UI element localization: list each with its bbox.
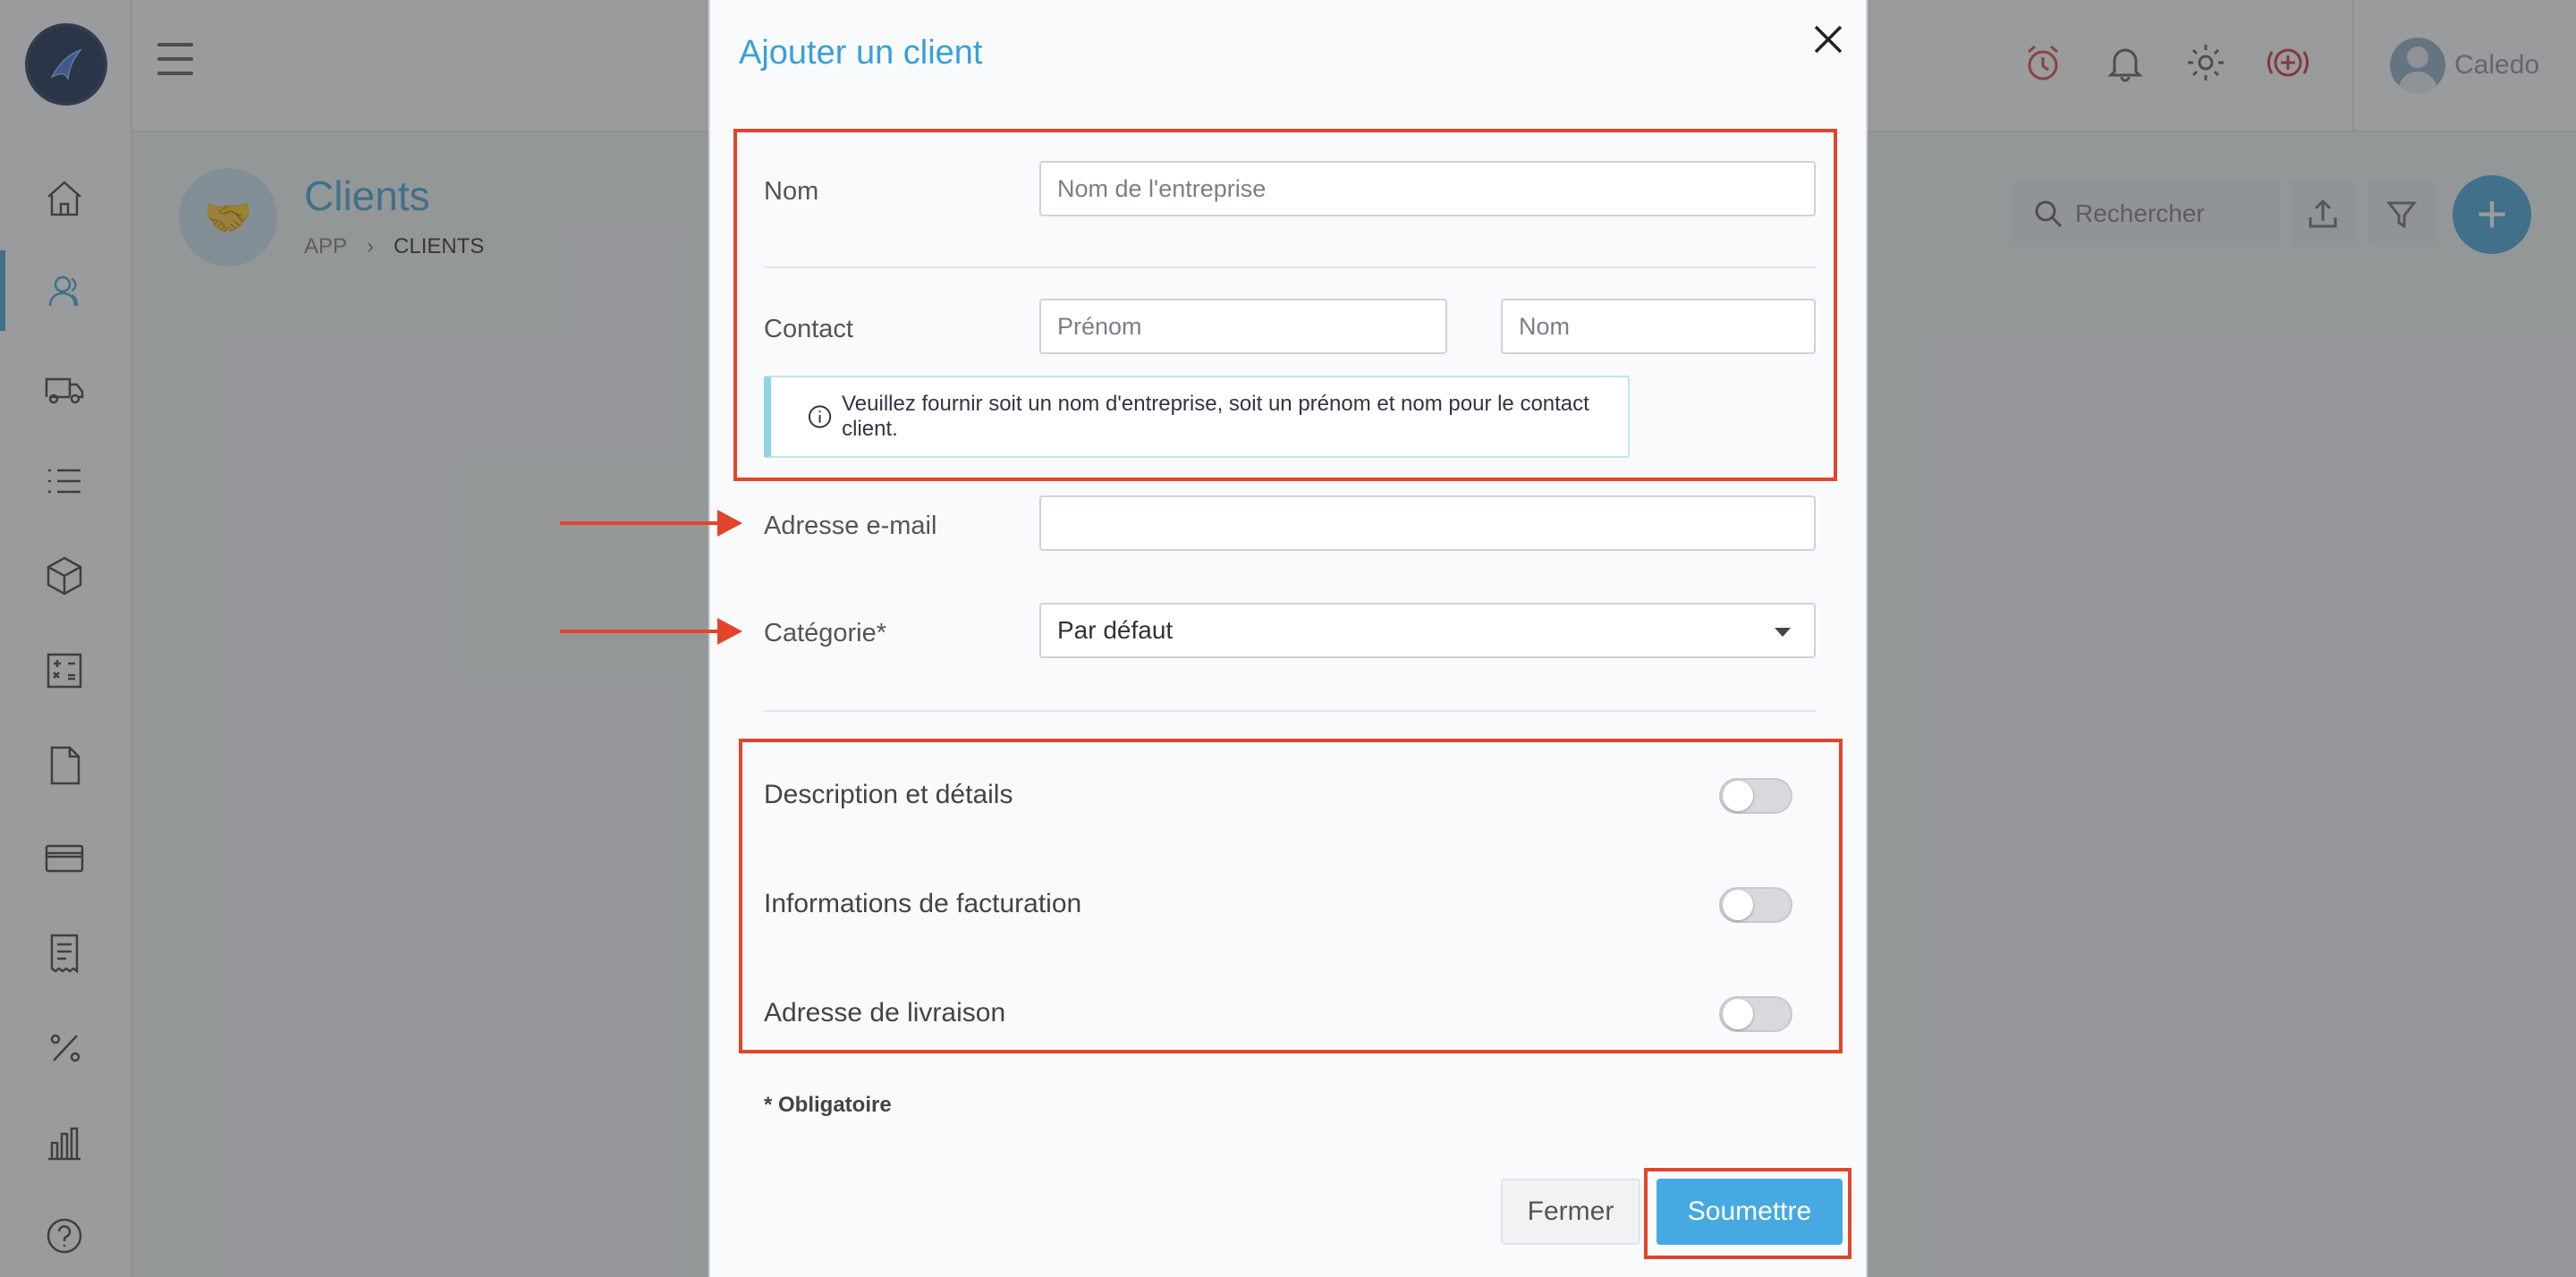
email-label: Adresse e-mail xyxy=(764,512,937,540)
lastname-placeholder: Nom xyxy=(1519,312,1571,340)
required-note: * Obligatoire xyxy=(764,1093,892,1117)
close-icon[interactable] xyxy=(1809,20,1848,59)
contact-label: Contact xyxy=(764,315,853,343)
category-value: Par défaut xyxy=(1057,616,1174,644)
annotation-highlight-toggles xyxy=(739,739,1843,1053)
firstname-placeholder: Prénom xyxy=(1057,312,1142,340)
annotation-highlight-name-contact xyxy=(733,129,1837,481)
shipping-toggle-label: Adresse de livraison xyxy=(764,998,1006,1028)
category-select[interactable] xyxy=(1039,603,1816,658)
annotation-arrow-category xyxy=(560,630,739,633)
email-input[interactable] xyxy=(1039,495,1816,551)
name-label: Nom xyxy=(764,177,819,206)
info-text: Veuillez fournir soit un nom d'entreprise, soit un prénom et nom pour le contact client. xyxy=(842,392,1589,441)
close-button[interactable]: Fermer xyxy=(1501,1179,1640,1245)
description-toggle-label: Description et détails xyxy=(764,780,1013,809)
chevron-down-icon xyxy=(1775,628,1791,637)
divider xyxy=(764,710,1816,712)
annotation-highlight-submit xyxy=(1644,1168,1852,1259)
category-label: Catégorie* xyxy=(764,619,887,647)
billing-toggle-label: Informations de facturation xyxy=(764,889,1082,918)
submit-button[interactable]: Soumettre xyxy=(1657,1179,1843,1245)
company-name-placeholder: Nom de l'entreprise xyxy=(1057,174,1267,202)
modal-title: Ajouter un client xyxy=(739,34,983,72)
annotation-arrow-email xyxy=(560,521,739,525)
